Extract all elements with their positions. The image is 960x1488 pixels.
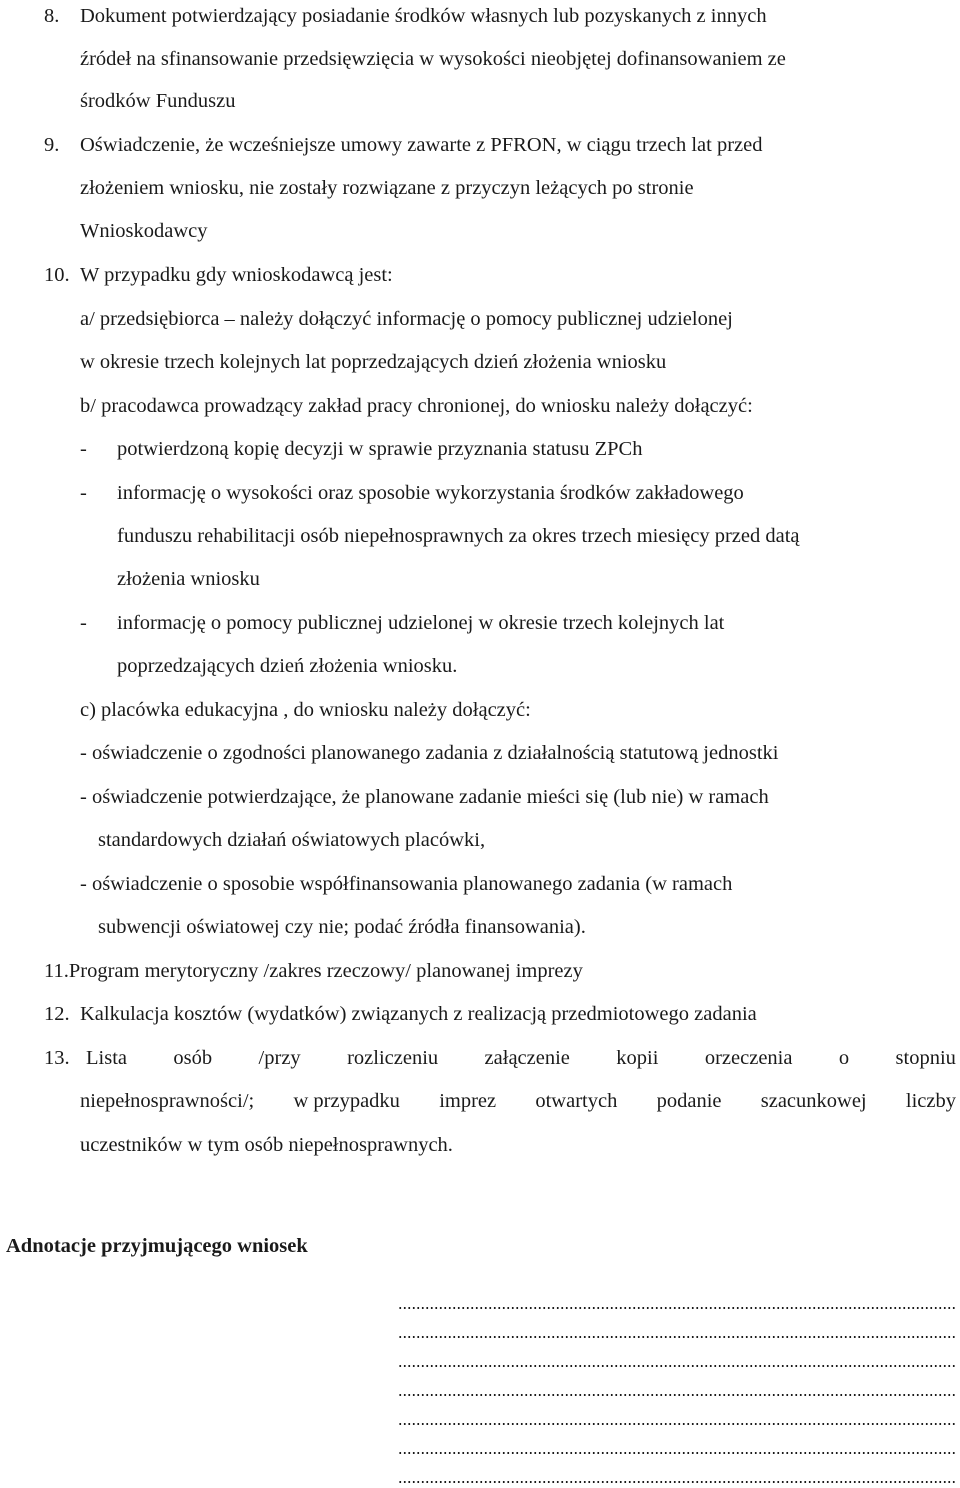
item-10-c2-line-1: - oświadczenie potwierdzające, że planowane zadanie mieści się (lub nie) w ramach [80,786,769,808]
item-10-b-intro: b/ pracodawca prowadzący zakład pracy chronionej, do wniosku należy dołączyć: [80,395,753,417]
item-10-c2-line-2: standardowych działań oświatowych placówki, [98,829,486,851]
item-13-line-1 [86,1045,956,1071]
item-13-word: załączenie [484,1047,570,1069]
item-10-b2-line-3: złożenia wniosku [117,568,260,590]
item-13-word: Lista [86,1047,127,1069]
item-13-word: /przy [258,1047,301,1069]
item-8-line-3: środków Funduszu [80,90,236,112]
item-10-b3-line-1: informację o pomocy publicznej udzielonej w okresie trzech kolejnych lat [117,612,725,634]
item-13-word: osób [173,1047,213,1069]
item-10-a-line-1: a/ przedsiębiorca – należy dołączyć informację o pomocy publicznej udzielonej [80,308,733,330]
dotted-line [398,1394,956,1396]
item-13-word: otwartych [535,1090,618,1112]
item-13-word: rozliczeniu [347,1047,439,1069]
item-9-line-1: Oświadczenie, że wcześniejsze umowy zawarte z PFRON, w ciągu trzech lat przed [80,134,763,156]
item-10-b1-text: potwierdzoną kopię decyzji w sprawie przyznania statusu ZPCh [117,438,643,460]
item-10-c1: - oświadczenie o zgodności planowanego zadania z działalnością statutową jednostki [80,742,779,764]
item-10-b2-line-1: informację o wysokości oraz sposobie wykorzystania środków zakładowego [117,482,744,504]
item-10-c-intro: c) placówka edukacyjna , do wniosku należy dołączyć: [80,699,531,721]
item-9-number: 9. [44,134,60,156]
item-10-c3-line-2: subwencji oświatowej czy nie; podać źródła finansowania). [98,916,586,938]
item-12-text: Kalkulacja kosztów (wydatków) związanych z realizacją przedmiotowego zadania [80,1003,757,1025]
item-10-b3-dash: - [80,612,87,634]
dotted-line [398,1365,956,1367]
item-13-word: szacunkowej [760,1090,867,1112]
item-13-word: kopii [616,1047,659,1069]
item-13-line-2 [80,1088,956,1114]
item-13-number: 13. [44,1047,70,1069]
item-13-word: stopniu [895,1047,956,1069]
item-9-line-3: Wnioskodawcy [80,220,208,242]
annotations-heading: Adnotacje przyjmującego wniosek [6,1235,308,1257]
item-12-number: 12. [44,1003,70,1025]
item-13-word: w przypadku [293,1090,400,1112]
item-10-c3-line-1: - oświadczenie o sposobie współfinansowania planowanego zadania (w ramach [80,873,733,895]
item-8-line-2: źródeł na sfinansowanie przedsięwzięcia w wysokości nieobjętej dofinansowaniem ze [80,48,786,70]
dotted-line [398,1481,956,1483]
item-13-word: niepełnosprawności/; [80,1090,255,1112]
item-10-b2-line-2: funduszu rehabilitacji osób niepełnosprawnych za okres trzech miesięcy przed datą [117,525,800,547]
item-10-b2-dash: - [80,482,87,504]
item-10-number: 10. [44,264,70,286]
item-13-word: imprez [439,1090,497,1112]
item-13-word: podanie [656,1090,722,1112]
item-10-a-line-2: w okresie trzech kolejnych lat poprzedzających dzień złożenia wniosku [80,351,667,373]
item-13-word: o [838,1047,850,1069]
item-13-word: liczby [905,1090,956,1112]
item-8-number: 8. [44,5,60,27]
item-13-line-3: uczestników w tym osób niepełnosprawnych. [80,1134,453,1156]
dotted-line [398,1307,956,1309]
item-11-text: 11.Program merytoryczny /zakres rzeczowy/ planowanej imprezy [44,960,583,982]
dotted-line [398,1452,956,1454]
item-10-intro: W przypadku gdy wnioskodawcą jest: [80,264,393,286]
item-10-b1-dash: - [80,438,87,460]
item-13-word: orzeczenia [704,1047,793,1069]
dotted-line [398,1423,956,1425]
item-9-line-2: złożeniem wniosku, nie zostały rozwiązane z przyczyn leżących po stronie [80,177,694,199]
dotted-line [398,1336,956,1338]
item-8-line-1: Dokument potwierdzający posiadanie środków własnych lub pozyskanych z innych [80,5,767,27]
item-10-b3-line-2: poprzedzających dzień złożenia wniosku. [117,655,458,677]
